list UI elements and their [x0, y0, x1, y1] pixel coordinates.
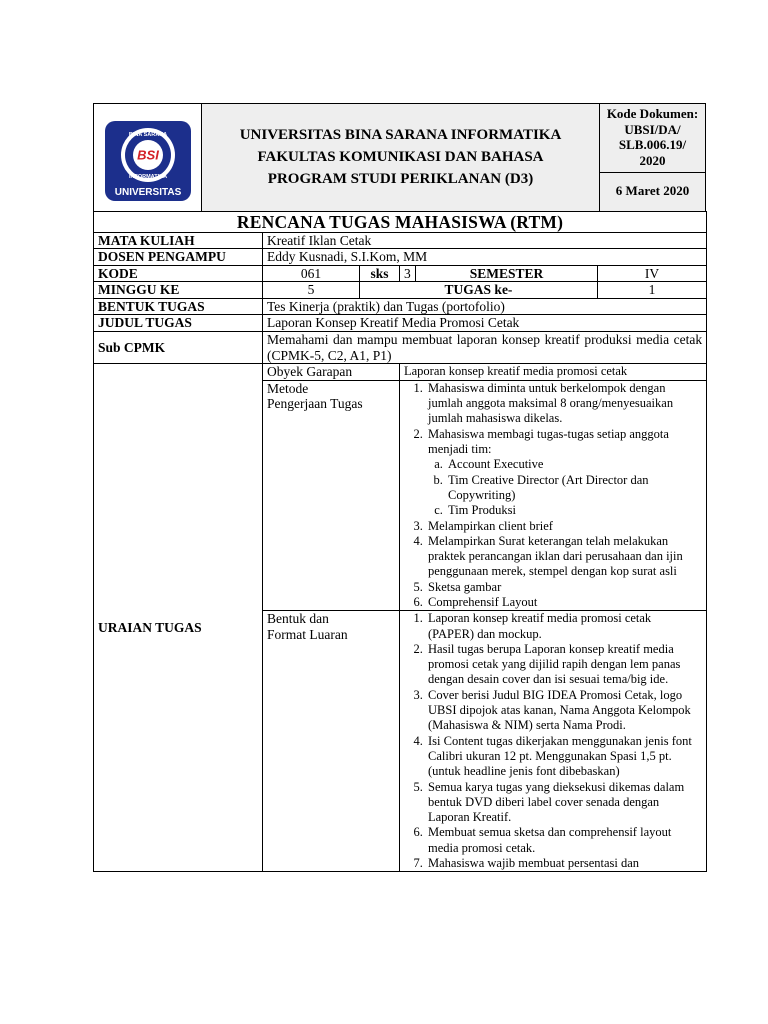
list-item: a. Account Executive	[446, 457, 700, 472]
kode-label: KODE	[94, 265, 263, 282]
doc-code-line-3: 2020	[639, 152, 666, 168]
list-item: 7. Mahasiswa wajib membuat persentasi dan	[426, 856, 700, 871]
mata-kuliah-value: Kreatif Iklan Cetak	[263, 232, 707, 249]
kode-value: 061	[263, 265, 360, 282]
list-item: 5. Sketsa gambar	[426, 580, 700, 595]
logo-banner: UNIVERSITAS	[114, 187, 181, 199]
semester-value: IV	[598, 265, 707, 282]
university-name: UNIVERSITAS BINA SARANA INFORMATIKA	[239, 127, 562, 144]
list-item-text: Mahasiswa membagi tugas-tugas setiap anggota menjadi tim:	[428, 426, 669, 457]
sub-cpmk-label: Sub CPMK	[94, 332, 263, 364]
list-item: 4. Isi Content tugas dikerjakan menggunakan jenis font Calibri ukuran 12 pt. Menggunakan Spasi 1,5 pt.(untuk headline jenis font dibebaskan)	[426, 734, 700, 780]
sub-cpmk-value: Memahami dan mampu membuat laporan konsep kreatif produksi media cetak (CPMK-5, C2, A1, P1)	[263, 332, 707, 364]
faculty-name: FAKULTAS KOMUNIKASI DAN BAHASA	[257, 149, 544, 166]
list-item	[426, 427, 700, 519]
logo-mark: BSI	[136, 147, 159, 163]
tugas-ke-value: 1	[598, 282, 707, 299]
rtm-table	[93, 211, 707, 873]
doc-code-label: Kode Dokumen:	[606, 106, 699, 121]
metode-label	[263, 380, 400, 610]
bentuk-tugas-label: BENTUK TUGAS	[94, 298, 263, 315]
list-item: 4. Melampirkan Surat keterangan telah melakukan praktek perancangan iklan dari perusahaan dan ijin penggunaan merek, stempel dengan kop surat asli	[426, 534, 700, 580]
minggu-value: 5	[263, 282, 360, 299]
list-item: 6. Membuat semua sketsa dan comprehensif layout media promosi cetak.	[426, 825, 700, 856]
document-title: RENCANA TUGAS MAHASISWA (RTM)	[94, 211, 707, 232]
list-item: 6. Comprehensif Layout	[426, 595, 700, 610]
list-item: 3. Melampirkan client brief	[426, 519, 700, 534]
mata-kuliah-label: MATA KULIAH	[94, 232, 263, 249]
logo-cell	[94, 104, 202, 212]
judul-tugas-value: Laporan Konsep Kreatif Media Promosi Cetak	[263, 315, 707, 332]
bentuk-tugas-value: Tes Kinerja (praktik) dan Tugas (portofolio)	[263, 298, 707, 315]
uraian-tugas-label: URAIAN TUGAS	[94, 364, 263, 872]
semester-label: SEMESTER	[416, 265, 598, 282]
list-item: 5. Semua karya tugas yang dieksekusi dikemas dalam bentuk DVD diberi label cover senada dengan Laporan Kreatif.	[426, 780, 700, 826]
institution-cell	[202, 104, 600, 212]
metode-label-line-2: Pengerjaan Tugas	[267, 396, 363, 412]
rtm-document	[93, 103, 706, 872]
list-item: 1. Laporan konsep kreatif media promosi cetak (PAPER) dan mockup.	[426, 611, 700, 642]
doc-code-line-2: SLB.006.19/	[618, 137, 687, 152]
format-luaran-label	[263, 611, 400, 872]
judul-tugas-label: JUDUL TUGAS	[94, 315, 263, 332]
metode-value	[400, 380, 707, 610]
metode-label-line-1: Metode	[267, 380, 309, 396]
document-code-cell	[600, 104, 706, 212]
list-item: 3. Cover berisi Judul BIG IDEA Promosi Cetak, logo UBSI dipojok atas kanan, Nama Anggota Kelompok (Mahasiswa & NIM) serta Nama Prodi.	[426, 688, 700, 734]
document-header	[93, 103, 706, 212]
logo-arc-text: BINA SARANA	[128, 132, 167, 139]
metode-list	[404, 381, 700, 610]
dosen-value: Eddy Kusnadi, S.I.Kom, MM	[263, 249, 707, 266]
format-label-line-2: Format Luaran	[267, 626, 348, 642]
program-name: PROGRAM STUDI PERIKLANAN (D3)	[267, 171, 534, 188]
format-label-line-1: Bentuk dan	[267, 611, 329, 627]
tugas-ke-label: TUGAS ke-	[360, 282, 598, 299]
format-list	[404, 611, 700, 871]
list-item: c. Tim Produksi	[446, 503, 700, 518]
list-item: 1. Mahasiswa diminta untuk berkelompok dengan jumlah anggota maksimal 8 orang/menyesuaikan jumlah mahasiswa dikelas.	[426, 381, 700, 427]
list-item: b. Tim Creative Director (Art Director dan Copywriting)	[446, 473, 700, 504]
minggu-label: MINGGU KE	[94, 282, 263, 299]
doc-code-line-1: UBSI/DA/	[624, 121, 681, 137]
obyek-garapan-label: Obyek Garapan	[263, 364, 400, 381]
tim-list	[428, 457, 700, 518]
list-item: 2. Hasil tugas berupa Laporan konsep kreatif media promosi cetak yang dijilid rapih dengan lem panas dengan desain cover dan isi sesuai tema/big ide.	[426, 642, 700, 688]
obyek-garapan-value: Laporan konsep kreatif media promosi cetak	[400, 364, 707, 381]
doc-date: 6 Maret 2020	[615, 183, 690, 198]
university-logo	[104, 120, 192, 202]
sks-value: 3	[400, 265, 416, 282]
format-luaran-value	[400, 611, 707, 872]
sks-label: sks	[360, 265, 400, 282]
dosen-label: DOSEN PENGAMPU	[94, 249, 263, 266]
logo-arc-text-2: INFORMATIKA	[128, 174, 167, 181]
